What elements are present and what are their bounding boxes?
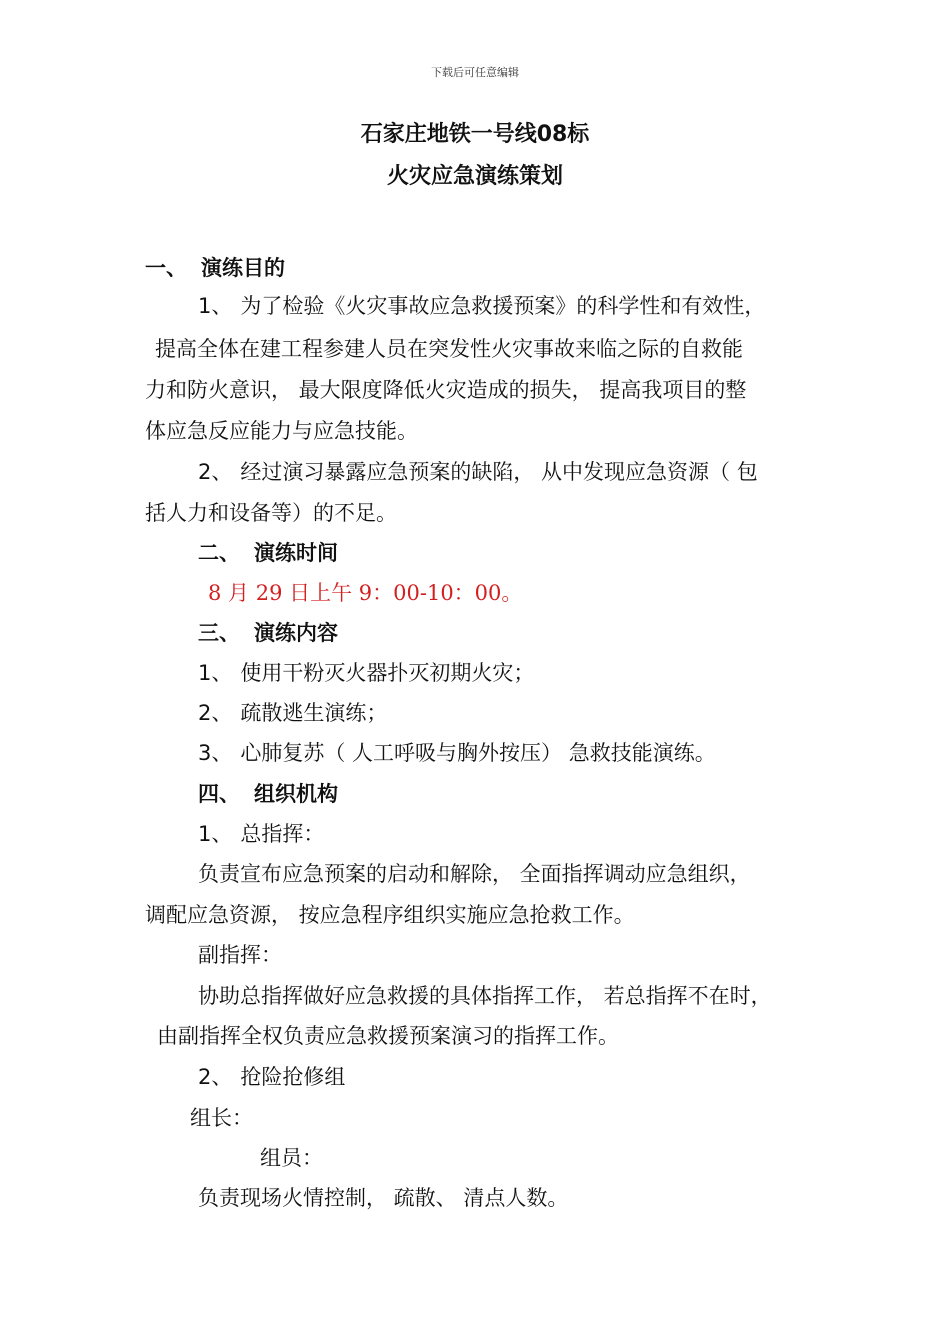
s1-item2-line1 <box>198 458 758 486</box>
s1-item1-text: 为了检验《火灾事故应急救援预案》的科学性和有效性， <box>240 294 766 318</box>
s3-item1 <box>198 659 534 687</box>
commander-label: 总指挥： <box>240 822 325 846</box>
drill-time: 8 月 29 日上午 9：00-10：00。 <box>208 581 523 605</box>
commander-number: 1、 <box>198 822 233 846</box>
s1-item1-line4: 体应急反应能力与应急技能。 <box>145 419 418 443</box>
deputy-duty-line1: 协助总指挥做好应急救援的具体指挥工作， 若总指挥不在时， <box>198 984 772 1008</box>
section1-title: 演练目的 <box>201 256 285 280</box>
rescue-group-label: 抢险抢修组 <box>240 1065 346 1089</box>
s1-item1-line3: 力和防火意识， 最大限度降低火灾造成的损失， 提高我项目的整 <box>145 378 747 402</box>
section2-number: 二、 <box>198 541 240 565</box>
section4-heading <box>198 780 338 808</box>
section3-title: 演练内容 <box>254 621 338 645</box>
group-member-label: 组员： <box>260 1146 323 1170</box>
s3-item3-number: 3、 <box>198 741 233 765</box>
rescue-group-number: 2、 <box>198 1065 233 1089</box>
section1-heading <box>145 254 285 282</box>
commander-heading <box>198 820 324 848</box>
s3-item2-number: 2、 <box>198 701 233 725</box>
section4-title: 组织机构 <box>254 782 338 806</box>
section4-number: 四、 <box>198 782 240 806</box>
s3-item3 <box>198 739 716 767</box>
document-title-line2: 火灾应急演练策划 <box>386 164 563 189</box>
group-leader-label: 组长： <box>190 1106 253 1130</box>
s1-item1-number: 1、 <box>198 294 233 318</box>
s3-item2 <box>198 699 387 727</box>
s3-item2-text: 疏散逃生演练； <box>240 701 388 725</box>
document-title-line1: 石家庄地铁一号线08标 <box>360 122 590 147</box>
section1-number: 一、 <box>145 256 187 280</box>
section2-heading <box>198 539 338 567</box>
s3-item3-text: 心肺复苏（ 人工呼吸与胸外按压） 急救技能演练。 <box>240 741 716 765</box>
deputy-label: 副指挥： <box>198 943 282 967</box>
section2-title: 演练时间 <box>254 541 338 565</box>
section3-heading <box>198 619 338 647</box>
s3-item1-number: 1、 <box>198 661 233 685</box>
commander-duty-line1: 负责宣布应急预案的启动和解除， 全面指挥调动应急组织， <box>198 862 751 886</box>
commander-duty-line2: 调配应急资源， 按应急程序组织实施应急抢救工作。 <box>145 903 635 927</box>
s1-item2-text: 经过演习暴露应急预案的缺陷， 从中发现应急资源（ 包 <box>240 460 758 484</box>
s3-item1-text: 使用干粉灭火器扑灭初期火灾； <box>240 661 535 685</box>
s1-item2-line2: 括人力和设备等）的不足。 <box>145 501 397 525</box>
header-note: 下载后可任意编辑 <box>431 66 519 79</box>
s1-item1-line2: 提高全体在建工程参建人员在突发性火灾事故来临之际的自救能 <box>155 337 743 361</box>
s1-item1-line1 <box>198 292 765 320</box>
rescue-duty: 负责现场火情控制， 疏散、 清点人数。 <box>198 1186 569 1210</box>
deputy-duty-line2: 由副指挥全权负责应急救援预案演习的指挥工作。 <box>157 1024 619 1048</box>
s1-item2-number: 2、 <box>198 460 233 484</box>
rescue-group-heading <box>198 1063 345 1091</box>
section3-number: 三、 <box>198 621 240 645</box>
